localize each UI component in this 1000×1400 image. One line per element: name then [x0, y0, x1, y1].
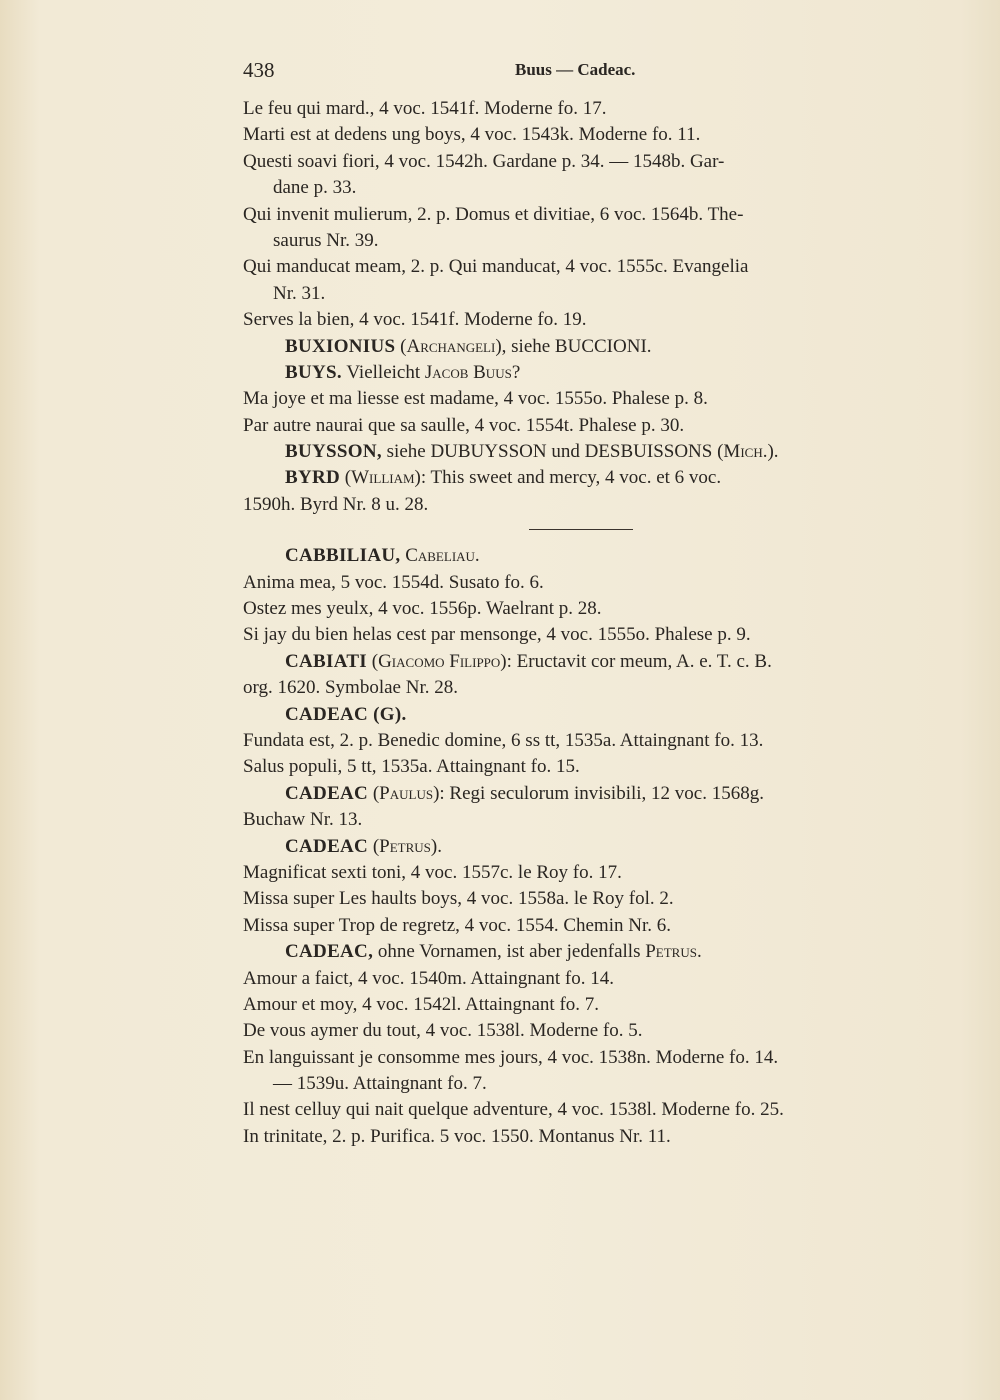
- given-name: Petrus: [379, 835, 431, 857]
- work-entry-line: Qui invenit mulierum, 2. p. Domus et divitiae, 6 voc. 1564b. The-: [243, 203, 744, 225]
- entry-heading-cabiati: [243, 649, 923, 675]
- entry-heading-byrd: [243, 465, 923, 491]
- work-entry-line: Ma joye et ma liesse est madame, 4 voc. 1555o. Phalese p. 8.: [243, 388, 708, 410]
- page-body: [243, 96, 923, 1150]
- work-entry-line: — 1539u. Attaingnant fo. 7.: [273, 1073, 487, 1095]
- work-entry-line: saurus Nr. 39.: [273, 229, 379, 251]
- work-entry-line: Qui manducat meam, 2. p. Qui manducat, 4 voc. 1555c. Evangelia: [243, 256, 749, 278]
- work-entry-line: Questi soavi fiori, 4 voc. 1542h. Gardane p. 34. — 1548b. Gar-: [243, 150, 725, 172]
- work-entry-line: In trinitate, 2. p. Purifica. 5 voc. 1550. Montanus Nr. 11.: [243, 1125, 671, 1147]
- work-entry-line: En languissant je consomme mes jours, 4 voc. 1538n. Moderne fo. 14.: [243, 1046, 779, 1068]
- entry-text: ): This sweet and mercy, 4 voc. et 6 voc.: [414, 467, 722, 489]
- entries-buys: [243, 386, 923, 439]
- composer-name: BUYSSON,: [285, 441, 382, 463]
- given-name: Giacomo Filippo: [378, 650, 501, 672]
- entry-text: .: [696, 941, 702, 963]
- entries-cadeac-g: [243, 728, 923, 781]
- entry-continuation: 1590h. Byrd Nr. 8 u. 28.: [243, 493, 429, 515]
- composer-name: CABIATI: [285, 650, 367, 672]
- work-entry-line: Missa super Trop de regretz, 4 voc. 1554. Chemin Nr. 6.: [243, 914, 671, 936]
- entries-cadeac-ohne: [243, 966, 923, 1151]
- entries-buus: [243, 96, 923, 334]
- work-entry-line: Il nest celluy qui nait quelque adventure, 4 voc. 1538l. Moderne fo. 25.: [243, 1099, 784, 1121]
- composer-name: BUYS.: [285, 361, 342, 383]
- entry-text: siehe DUBUYSSON und DESBUISSONS (: [381, 441, 724, 463]
- entry-heading-cadeac-ohne: [243, 939, 923, 965]
- work-entry-line: Nr. 31.: [273, 282, 326, 304]
- work-entry-line: Serves la bien, 4 voc. 1541f. Moderne fo. 19.: [243, 309, 587, 331]
- work-entry-line: dane p. 33.: [273, 177, 357, 199]
- given-name: William: [351, 467, 415, 489]
- work-entry-line: Amour et moy, 4 voc. 1542l. Attaingnant fo. 7.: [243, 993, 600, 1015]
- work-entry-line: Si jay du bien helas cest par mensonge, 4 voc. 1555o. Phalese p. 9.: [243, 624, 751, 646]
- entry-heading-buxionius: [243, 334, 923, 360]
- paren-open: (: [368, 835, 380, 857]
- composer-name: CADEAC (G).: [285, 703, 407, 725]
- composer-name: BYRD: [285, 467, 341, 489]
- entry-text: ).: [767, 441, 779, 463]
- given-name: Archangeli: [406, 335, 496, 357]
- entry-heading-cabbiliau: [243, 543, 923, 569]
- entry-heading-cadeac-petrus: [243, 834, 923, 860]
- entries-cadeac-petrus: [243, 860, 923, 939]
- entry-continuation: org. 1620. Symbolae Nr. 28.: [243, 677, 458, 699]
- work-entry-line: Ostez mes yeulx, 4 voc. 1556p. Waelrant p. 28.: [243, 598, 602, 620]
- given-name: Jacob Buus: [424, 361, 512, 383]
- page-number: 438: [243, 58, 275, 82]
- work-entry-line: De vous aymer du tout, 4 voc. 1538l. Moderne fo. 5.: [243, 1020, 643, 1042]
- paren-open: (: [368, 782, 380, 804]
- composer-name: CADEAC,: [285, 941, 374, 963]
- entry-text: ): Eructavit cor meum, A. e. T. c. B.: [500, 650, 772, 672]
- running-head: Buus — Cadeac.: [515, 60, 636, 79]
- work-entry-line: Salus populi, 5 tt, 1535a. Attaingnant fo. 15.: [243, 756, 580, 778]
- composer-name: CADEAC: [285, 835, 369, 857]
- paren-open: (: [367, 650, 379, 672]
- given-name: Petrus: [645, 941, 697, 963]
- given-name: Paulus: [379, 782, 434, 804]
- entry-continuation: Buchaw Nr. 13.: [243, 809, 363, 831]
- paren-open: (: [395, 335, 407, 357]
- entry-text: ?: [511, 361, 521, 383]
- entry-text: ), siehe BUCCIONI.: [495, 335, 652, 357]
- work-entry-line: Par autre naurai que sa saulle, 4 voc. 1554t. Phalese p. 30.: [243, 414, 685, 436]
- entry-text: ): Regi seculorum invisibili, 12 voc. 1568g.: [433, 782, 764, 804]
- entries-cabbiliau: [243, 570, 923, 649]
- entry-heading-buysson: [243, 439, 923, 465]
- work-entry-line: Marti est at dedens ung boys, 4 voc. 1543k. Moderne fo. 11.: [243, 124, 701, 146]
- work-entry-line: Le feu qui mard., 4 voc. 1541f. Moderne fo. 17.: [243, 98, 607, 119]
- entry-heading-cadeac-paulus: [243, 781, 923, 807]
- composer-name: BUXIONIUS: [285, 335, 396, 357]
- section-divider: [529, 529, 633, 530]
- composer-name: CADEAC: [285, 782, 369, 804]
- composer-name: CABBILIAU,: [285, 545, 401, 567]
- work-entry-line: Magnificat sexti toni, 4 voc. 1557c. le Roy fo. 17.: [243, 861, 622, 883]
- page-header: [243, 58, 923, 88]
- paren-open: (: [340, 467, 352, 489]
- given-name: Mich.: [723, 441, 768, 463]
- alternate-name: Cabeliau.: [405, 545, 480, 567]
- work-entry-line: Anima mea, 5 voc. 1554d. Susato fo. 6.: [243, 571, 544, 593]
- entry-text: Vielleicht: [341, 361, 425, 383]
- entry-text: ).: [430, 835, 442, 857]
- entry-text: ohne Vornamen, ist aber jedenfalls: [373, 941, 646, 963]
- work-entry-line: Amour a faict, 4 voc. 1540m. Attaingnant fo. 14.: [243, 967, 614, 989]
- work-entry-line: Missa super Les haults boys, 4 voc. 1558a. le Roy fol. 2.: [243, 888, 674, 910]
- entry-heading-buys: [243, 360, 923, 386]
- work-entry-line: Fundata est, 2. p. Benedic domine, 6 ss tt, 1535a. Attaingnant fo. 13.: [243, 729, 764, 751]
- entry-heading-cadeac-g: [243, 702, 923, 728]
